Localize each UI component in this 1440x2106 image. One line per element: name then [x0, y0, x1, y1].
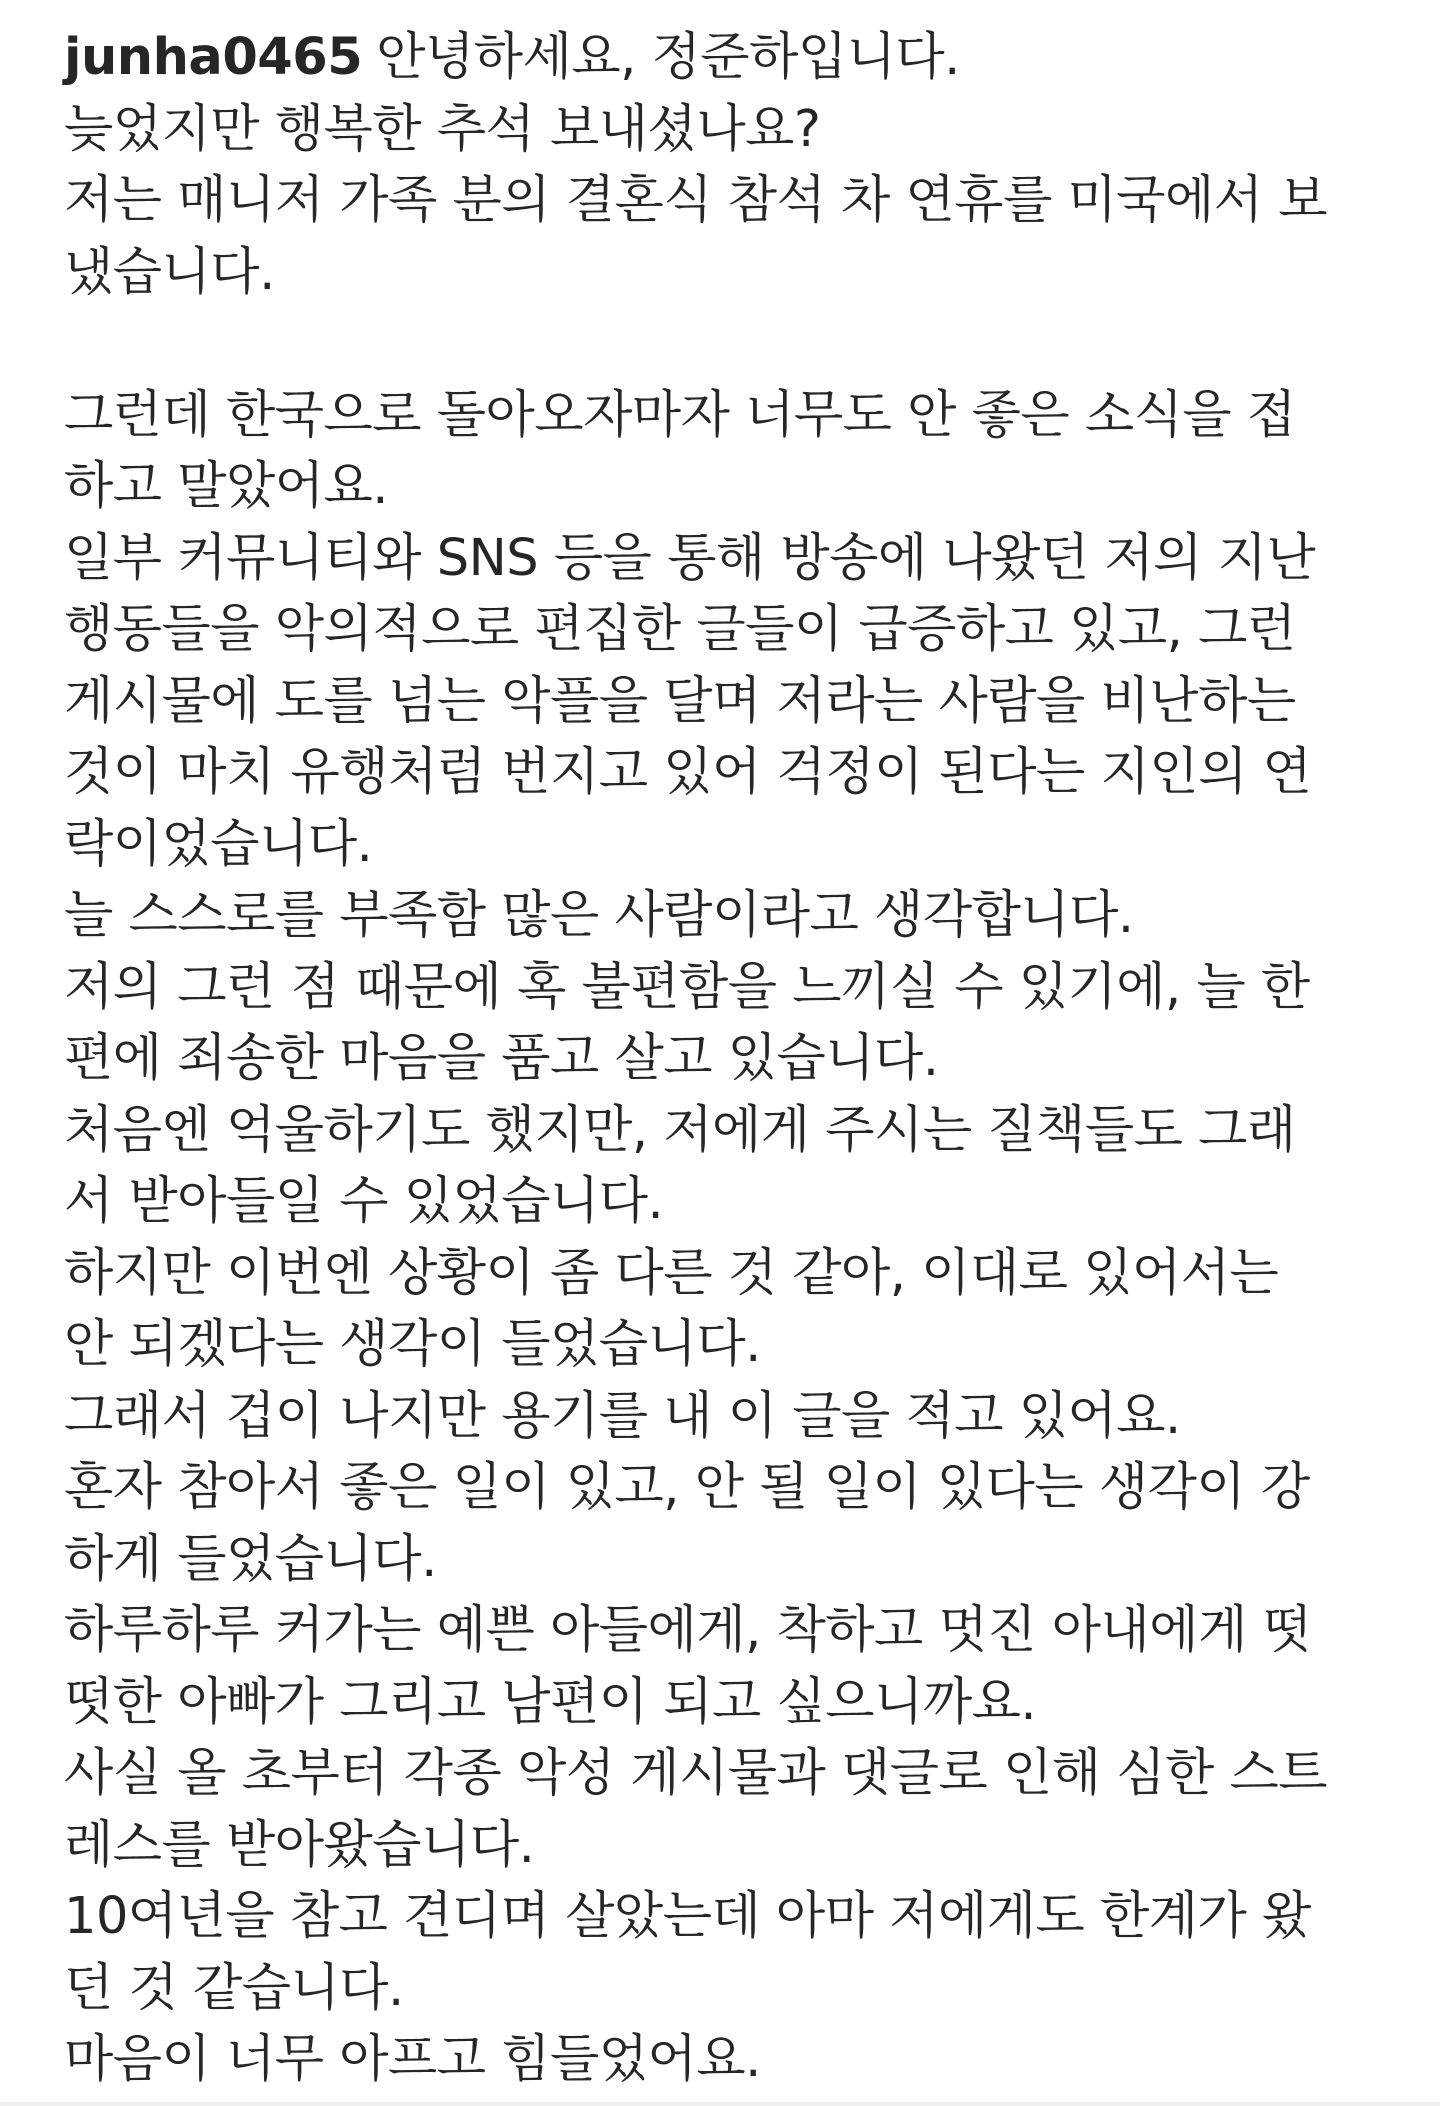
- caption-line: 늘 스스로를 부족함 많은 사람이라고 생각합니다.: [64, 886, 1134, 945]
- caption-text: 안녕하세요, 정준하입니다.: [376, 28, 960, 87]
- caption-line: 냈습니다.: [64, 242, 275, 302]
- caption-line: 떳한 아빠가 그리고 남편이 되고 싶으니까요.: [64, 1672, 1037, 1732]
- caption-line: 락이었습니다.: [64, 814, 373, 874]
- post-caption: [64, 22, 1394, 2096]
- caption-line: 늦었지만 행복한 추석 보내셨나요?: [64, 99, 821, 159]
- caption-line: 혼자 참아서 좋은 일이 있고, 안 될 일이 있다는 생각이 강: [64, 1458, 1310, 1517]
- caption-line: 저의 그런 점 때문에 혹 불편함을 느끼실 수 있기에, 늘 한: [64, 957, 1310, 1017]
- caption-line: 편에 죄송한 마음을 품고 살고 있습니다.: [64, 1029, 939, 1088]
- caption-line: 10여년을 참고 견디며 살았는데 아마 저에게도 한계가 왔: [64, 1887, 1311, 1946]
- username-link[interactable]: junha0465: [64, 28, 363, 87]
- caption-line: 하루하루 커가는 예쁜 아들에게, 착하고 멋진 아내에게 떳: [64, 1601, 1312, 1660]
- caption-line: 서 받아들일 수 있었습니다.: [64, 1172, 664, 1231]
- paragraph-break: [64, 308, 1394, 380]
- caption-line: 것이 마치 유행처럼 번지고 있어 걱정이 된다는 지인의 연: [64, 743, 1312, 802]
- caption-line: 레스를 받아왔습니다.: [64, 1815, 535, 1875]
- caption-line: 그런데 한국으로 돌아오자마자 너무도 안 좋은 소식을 접: [64, 385, 1296, 445]
- bottom-divider: [0, 2102, 1440, 2106]
- caption-line: 처음엔 억울하기도 했지만, 저에게 주시는 질책들도 그래: [64, 1100, 1296, 1160]
- caption-first-line: [64, 22, 1394, 94]
- caption-line: 마음이 너무 아프고 힘들었어요.: [64, 2030, 761, 2089]
- caption-line: 행동들을 악의적으로 편집한 글들이 급증하고 있고, 그런: [64, 600, 1296, 659]
- caption-line: 안 되겠다는 생각이 들었습니다.: [64, 1315, 761, 1374]
- caption-line: 던 것 같습니다.: [64, 1958, 404, 2018]
- caption-line: 하지만 이번엔 상황이 좀 다른 것 같아, 이대로 있어서는: [64, 1243, 1279, 1303]
- caption-line: 일부 커뮤니티와 SNS 등을 통해 방송에 나왔던 저의 지난: [64, 528, 1316, 588]
- caption-line: 사실 올 초부터 각종 악성 게시물과 댓글로 인해 심한 스트: [64, 1744, 1328, 1803]
- caption-line: 그래서 겁이 나지만 용기를 내 이 글을 적고 있어요.: [64, 1386, 1181, 1446]
- caption-line: 게시물에 도를 넘는 악플을 달며 저라는 사람을 비난하는: [64, 671, 1296, 731]
- caption-line: 저는 매니저 가족 분의 결혼식 참석 차 연휴를 미국에서 보: [64, 171, 1328, 230]
- caption-line: 하고 말았어요.: [64, 457, 389, 516]
- caption-line: 하게 들었습니다.: [64, 1529, 437, 1589]
